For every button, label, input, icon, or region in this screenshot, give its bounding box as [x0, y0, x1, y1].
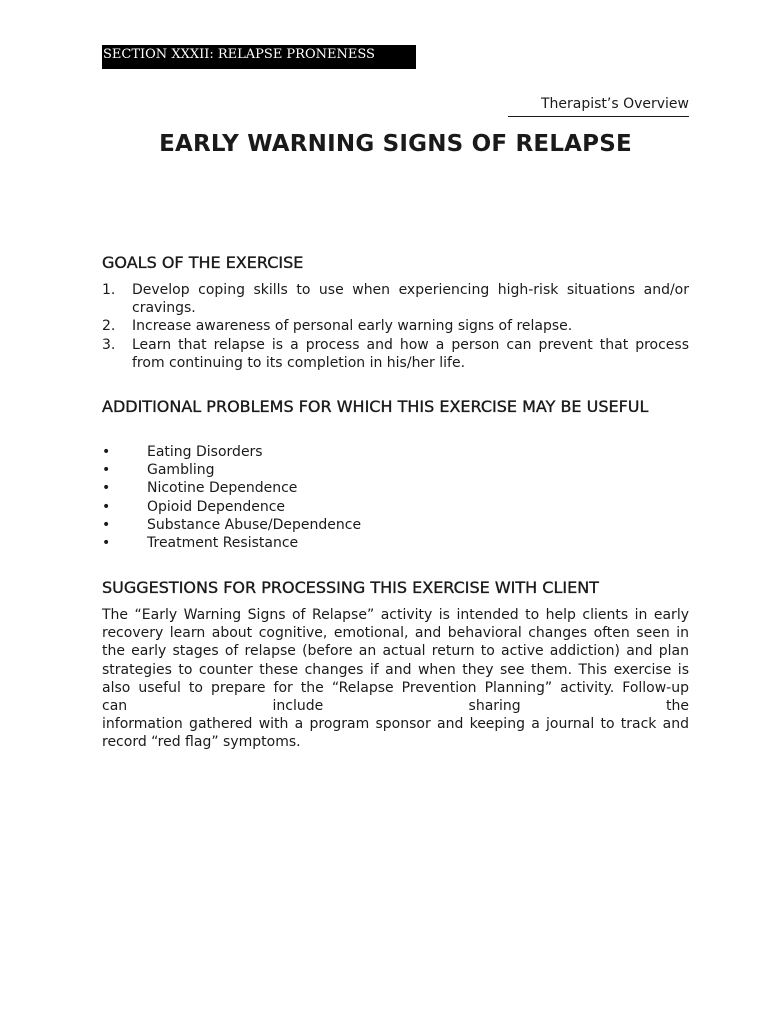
paragraph-line: recovery learn about cognitive, emotional, and behavioral changes often seen in [102, 625, 689, 642]
bullet: • [102, 535, 111, 552]
goals-list [102, 281, 689, 372]
suggestions-heading: SUGGESTIONS FOR PROCESSING THIS EXERCISE WITH CLIENT [102, 578, 599, 597]
paragraph-line: The “Early Warning Signs of Relapse” activity is intended to help clients in early [102, 607, 689, 623]
goal-item [102, 281, 689, 317]
bullet: • [102, 516, 111, 533]
goal-number: 3. [102, 336, 116, 353]
goal-number: 1. [102, 282, 116, 298]
problem-item [102, 461, 689, 479]
problem-item [102, 516, 689, 534]
suggestions-paragraph [102, 606, 689, 752]
additional-problems-heading: ADDITIONAL PROBLEMS FOR WHICH THIS EXERCISE MAY BE USEFUL [102, 397, 649, 416]
page-title: EARLY WARNING SIGNS OF RELAPSE [159, 131, 632, 157]
goal-text: Develop coping skills to use when experiencing high-risk situations and/or cravings. [132, 282, 689, 317]
problems-list [102, 443, 689, 552]
problem-text: Gambling [147, 462, 215, 479]
goal-text: Increase awareness of personal early warning signs of relapse. [132, 318, 573, 335]
section-banner: SECTION XXXII: RELAPSE PRONENESS [102, 45, 416, 69]
goals-heading: GOALS OF THE EXERCISE [102, 253, 304, 272]
paragraph-line: can include sharing the [102, 698, 689, 715]
goal-text: Learn that relapse is a process and how a person can prevent that process from continuing to its completion in his/her life. [132, 336, 689, 371]
paragraph-line: strategies to counter these changes if and when they see them. This exercise is [102, 661, 689, 678]
problem-item [102, 498, 689, 516]
problem-text: Nicotine Dependence [147, 480, 298, 497]
paragraph-line: the early stages of relapse (before an actual return to active addiction) and plan [102, 643, 689, 660]
problem-item [102, 443, 689, 461]
problem-text: Substance Abuse/Dependence [147, 516, 362, 533]
bullet: • [102, 462, 111, 479]
goal-number: 2. [102, 318, 116, 335]
bullet: • [102, 480, 111, 497]
paragraph-line: record “red flag” symptoms. [102, 734, 301, 751]
bullet: • [102, 444, 111, 460]
overview-label: Therapist’s Overview [540, 96, 689, 112]
problem-item [102, 479, 689, 497]
goal-item [102, 317, 689, 335]
goal-item [102, 336, 689, 372]
problem-text: Treatment Resistance [147, 535, 299, 552]
bullet: • [102, 498, 111, 515]
paragraph-line: information gathered with a program sponsor and keeping a journal to track and [102, 716, 689, 733]
problem-text: Eating Disorders [147, 444, 263, 460]
problem-text: Opioid Dependence [147, 498, 286, 515]
overview-underline [508, 116, 689, 117]
problem-item [102, 534, 689, 552]
paragraph-line: also useful to prepare for the “Relapse Prevention Planning” activity. Follow-up [102, 679, 689, 696]
